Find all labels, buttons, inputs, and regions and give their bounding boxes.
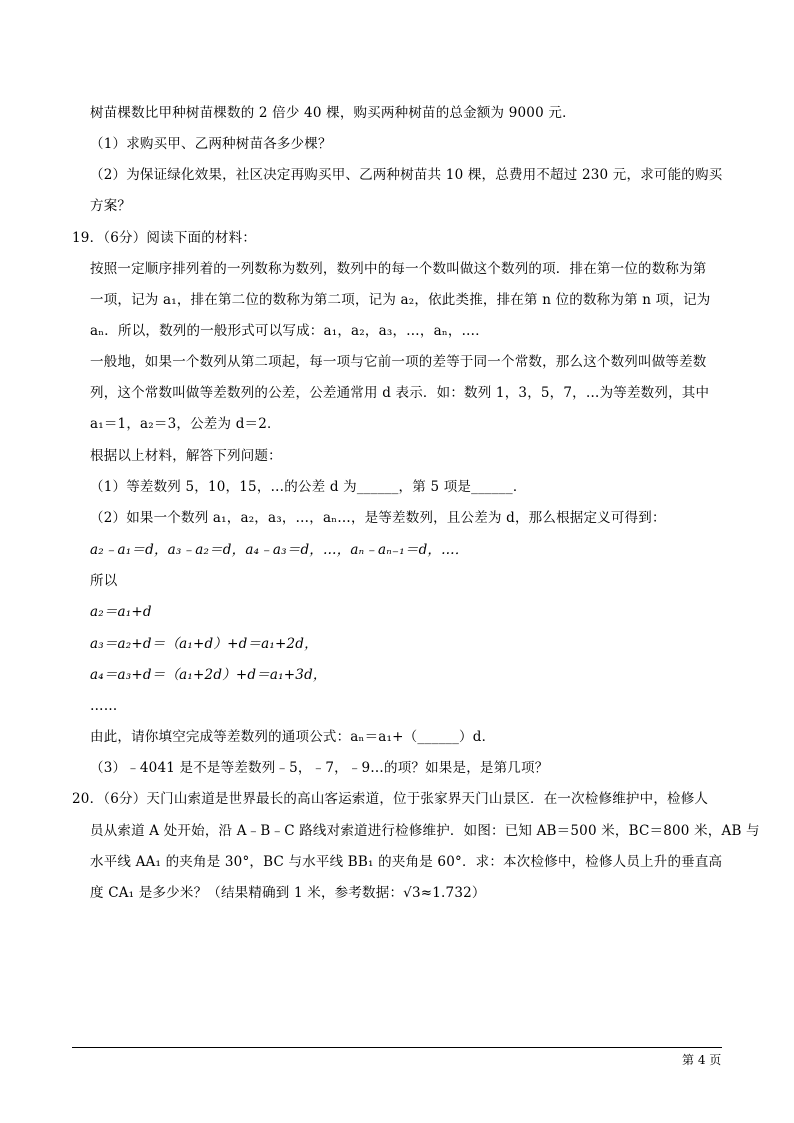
text-line-4: 方案？ — [90, 198, 132, 214]
formula-a4: a₄＝a₃+d＝（a₁+2d）+d＝a₁+3d， — [90, 667, 327, 683]
text-line-8: aₙ．所以，数列的一般形式可以写成：a₁，a₂，a₃，…，aₙ，…． — [90, 323, 489, 339]
text-line-16: 所以 — [90, 573, 118, 589]
text-line-2: （1）求购买甲、乙两种树苗各多少棵？ — [90, 136, 332, 152]
text-line-12: 根据以上材料，解答下列问题： — [90, 448, 282, 464]
text-line-1: 树苗棵数比甲种树苗棵数的 2 倍少 40 棵，购买两种树苗的总金额为 9000 元． — [90, 105, 576, 121]
text-line-3: （2）为保证绿化效果，社区决定再购买甲、乙两种树苗共 10 棵，总费用不超过 230 元，求可能的购买 — [90, 167, 723, 183]
text-line-9: 一般地，如果一个数列从第二项起，每一项与它前一项的差等于同一个常数，那么这个数列叫做等差数 — [90, 354, 707, 370]
page-number: 第 4 页 — [682, 1053, 722, 1067]
text-line-24: 员从索道 A 处开始，沿 A﹣B﹣C 路线对索道进行检修维护．如图：已知 AB＝500 米，BC＝800 米，AB 与 — [90, 823, 760, 839]
footer-divider — [72, 1047, 722, 1048]
text-line-11: a₁＝1，a₂＝3，公差为 d＝2． — [90, 416, 281, 432]
ellipsis-line: …… — [90, 698, 118, 714]
formula-differences: a₂﹣a₁＝d，a₃﹣a₂＝d，a₄﹣a₃＝d，…，aₙ﹣aₙ₋₁＝d，…． — [90, 542, 469, 558]
formula-a3: a₃＝a₂+d＝（a₁+d）+d＝a₁+2d， — [90, 636, 318, 652]
question-19-heading: 19．（6分）阅读下面的材料： — [72, 230, 257, 246]
formula-a2: a₂＝a₁+d — [90, 604, 152, 620]
text-line-13: （1）等差数列 5，10，15，…的公差 d 为______，第 5 项是______． — [90, 479, 527, 495]
text-line-10: 列，这个常数叫做等差数列的公差，公差通常用 d 表示．如：数列 1，3，5，7，…为等差数列，其中 — [90, 385, 710, 401]
text-line-21: 由此，请你填空完成等差数列的通项公式：aₙ＝a₁+（______）d． — [90, 729, 496, 745]
text-line-25: 水平线 AA₁ 的夹角是 30°，BC 与水平线 BB₁ 的夹角是 60°．求：本次检修中，检修人员上升的垂直高 — [90, 854, 723, 870]
text-line-14: （2）如果一个数列 a₁，a₂，a₃，…，aₙ…，是等差数列，且公差为 d，那么根据定义可得到： — [90, 510, 666, 526]
text-line-26: 度 CA₁ 是多少米？（结果精确到 1 米，参考数据：√3≈1.732） — [90, 885, 486, 901]
text-line-22: （3）﹣4041 是不是等差数列﹣5，﹣7，﹣9…的项？如果是，是第几项？ — [90, 760, 549, 776]
question-20-heading: 20．（6分）天门山索道是世界最长的高山客运索道，位于张家界天门山景区．在一次检修维护中，检修人 — [72, 791, 709, 807]
text-line-6: 按照一定顺序排列着的一列数称为数列，数列中的每一个数叫做这个数列的项．排在第一位的数称为第 — [90, 261, 707, 277]
text-line-7: 一项，记为 a₁，排在第二位的数称为第二项，记为 a₂，依此类推，排在第 n 位的数称为第 n 项，记为 — [90, 292, 711, 308]
